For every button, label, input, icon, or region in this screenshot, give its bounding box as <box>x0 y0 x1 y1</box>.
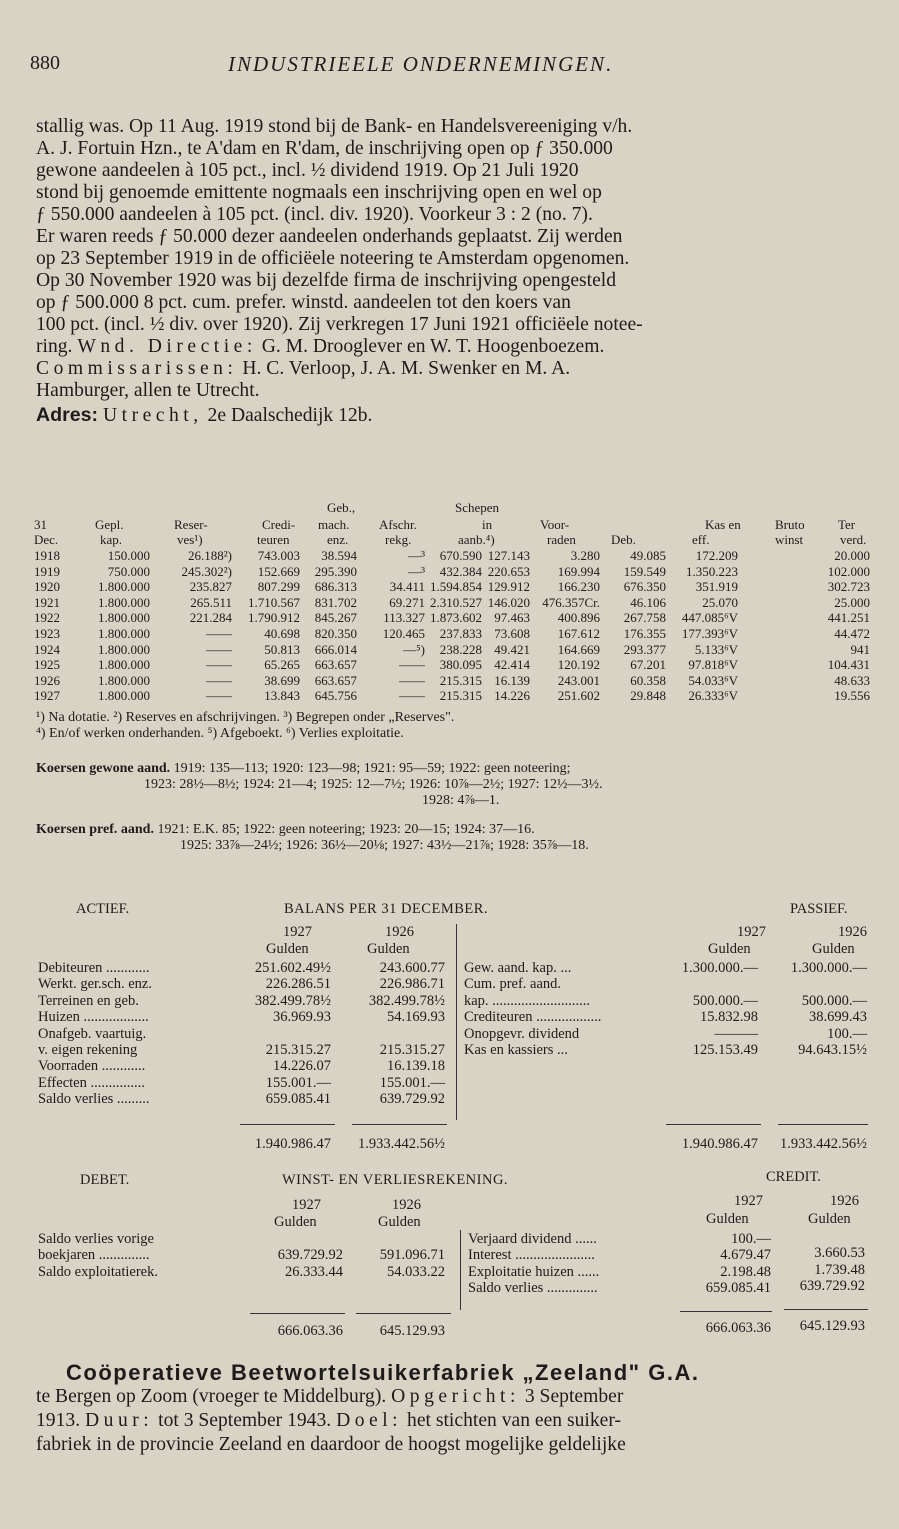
stats-header: aanb.⁴) <box>458 532 495 547</box>
balans-left-value: 382.499.78½ <box>368 992 445 1009</box>
stats-cell: 1921 <box>34 594 60 610</box>
balans-left-label: Huizen .................. <box>38 1009 149 1026</box>
stats-cell: 146.020 <box>487 594 530 610</box>
stats-header: kap. <box>100 532 123 547</box>
stats-cell: 38.699 <box>264 672 300 688</box>
koersen-pref-line2: 1925: 33⅞—24½; 1926: 36½—20⅛; 1927: 43½—21⅞; 1928: 35⅞—18. <box>180 838 589 853</box>
stats-header: raden <box>547 532 576 547</box>
stats-cell: 666.014 <box>314 641 357 657</box>
balans-year: 1926 <box>385 924 414 940</box>
stats-cell: 1927 <box>34 688 60 704</box>
winst-right-label: Exploitatie huizen ...... <box>468 1263 600 1280</box>
winst-year: 1926 <box>830 1193 859 1209</box>
balans-right-value: 500.000.— <box>692 992 758 1009</box>
stats-cell: 845.267 <box>314 610 357 626</box>
stats-cell: 67.201 <box>630 657 666 673</box>
stats-cell: 293.377 <box>623 641 666 657</box>
balans-unit: Gulden <box>708 941 751 957</box>
balans-left-label: Terreinen en geb. <box>38 992 139 1009</box>
stats-cell: 1.800.000 <box>98 641 150 657</box>
koersen-pref-label: Koersen pref. aand. <box>36 822 154 837</box>
stats-cell: 663.657 <box>314 657 357 673</box>
balans-right-value: 1.300.000.— <box>790 960 867 976</box>
stats-cell: 941 <box>850 641 870 657</box>
balans-right-value: 125.153.49 <box>692 1042 758 1058</box>
commissarissen-label: Commissarissen: <box>36 358 238 379</box>
balans-total: 1.933.442.56½ <box>780 1136 867 1152</box>
coop-duur-label: Duur: <box>85 1410 154 1431</box>
stats-note: ⁴) En/of werken onderhanden. ⁵) Afgeboekt. ⁶) Verlies exploitatie. <box>36 726 404 741</box>
stats-cell: 164.669 <box>557 641 600 657</box>
stats-cell: 686.313 <box>314 579 357 595</box>
winst-unit: Gulden <box>274 1214 317 1230</box>
stats-header: eff. <box>692 532 710 547</box>
stats-cell: —³ <box>408 548 425 563</box>
stats-cell: 380.095 <box>439 657 482 673</box>
stats-header: in <box>482 517 493 532</box>
balans-left-label: Voorraden ............ <box>38 1058 146 1075</box>
stats-cell: 26.333⁶V <box>688 688 738 704</box>
coop-line <box>36 1410 621 1432</box>
stats-header: winst <box>775 532 804 547</box>
balans-left-label: Saldo verlies ......... <box>38 1091 150 1108</box>
stats-header: 31 <box>34 517 47 532</box>
balans-left-value: 16.139.18 <box>387 1058 445 1075</box>
stats-cell: 237.833 <box>439 626 482 641</box>
stats-cell: 14.226 <box>494 688 530 704</box>
stats-cell: 1.800.000 <box>98 594 150 610</box>
stats-cell: 34.411 <box>389 579 425 595</box>
adres-line <box>36 404 372 427</box>
winst-right-label: Interest ...................... <box>468 1247 595 1264</box>
balans-right-label: Onopgevr. dividend <box>464 1025 580 1042</box>
winst-right-value: 4.679.47 <box>720 1247 771 1264</box>
balans-left-label: v. eigen rekening <box>38 1042 138 1058</box>
balans-left-value: 155.001.— <box>379 1074 445 1091</box>
stats-header: Voor- <box>540 517 570 532</box>
stats-cell: 221.284 <box>189 610 232 626</box>
stats-cell: 97.818⁶V <box>688 657 738 673</box>
stats-cell: 1.710.567 <box>248 594 300 610</box>
stats-cell: 750.000 <box>107 563 150 579</box>
winst-left-label: boekjaren .............. <box>38 1247 150 1264</box>
stats-cell: 663.657 <box>314 672 357 688</box>
winst-left-label: Saldo exploitatierek. <box>38 1263 158 1280</box>
total-rule <box>240 1124 335 1125</box>
stats-cell: 40.698 <box>264 626 300 641</box>
stats-cell: —— <box>399 672 425 688</box>
stats-cell: 807.299 <box>257 579 300 595</box>
stats-header: Geb., <box>327 500 356 515</box>
stats-cell: 49.421 <box>494 641 530 657</box>
balans-left-label: Effecten ............... <box>38 1074 145 1091</box>
stats-header: mach. <box>318 517 350 532</box>
winst-unit: Gulden <box>808 1211 851 1227</box>
stats-cell: 676.350 <box>623 579 666 595</box>
stats-cell: 25.000 <box>834 594 870 610</box>
winst-year: 1926 <box>392 1197 421 1213</box>
stats-cell: 265.511 <box>190 594 232 610</box>
stats-cell: 152.669 <box>257 563 300 579</box>
coop-opgericht-label: Opgericht: <box>391 1386 520 1407</box>
winst-left-value: 639.729.92 <box>277 1247 343 1264</box>
winst-right-value: 1.739.48 <box>814 1261 865 1278</box>
stats-header: Deb. <box>611 532 636 547</box>
stats-cell: 215.315 <box>439 672 482 688</box>
stats-cell: 166.230 <box>557 579 600 595</box>
stats-cell: 73.608 <box>494 626 530 641</box>
stats-cell: 302.723 <box>827 579 870 595</box>
balans-unit: Gulden <box>812 941 855 957</box>
balans-left-label: Werkt. ger.sch. enz. <box>38 976 152 993</box>
stats-cell: —— <box>206 688 232 704</box>
stats-header: Bruto <box>775 517 805 532</box>
stats-cell: 1.800.000 <box>98 657 150 673</box>
stats-cell: —— <box>399 688 425 704</box>
directie-pre: ring. <box>36 336 73 357</box>
stats-cell: 102.000 <box>827 563 870 579</box>
total-rule <box>784 1309 868 1310</box>
balans-unit: Gulden <box>367 941 410 957</box>
balans-right-value: ——— <box>714 1025 758 1042</box>
balans-left-value: 226.986.71 <box>379 976 445 993</box>
stats-cell: 1.873.602 <box>430 610 482 626</box>
stats-cell: 159.549 <box>623 563 666 579</box>
winst-unit: Gulden <box>706 1211 749 1227</box>
stats-cell: 104.431 <box>827 657 870 673</box>
stats-cell: 1.790.912 <box>248 610 300 626</box>
winst-right-label: Saldo verlies .............. <box>468 1280 598 1297</box>
balans-total: 1.940.986.47 <box>254 1136 331 1152</box>
stats-cell: 97.463 <box>494 610 530 626</box>
stats-cell: 351.919 <box>695 579 738 595</box>
stats-cell: 1.350.223 <box>686 563 738 579</box>
stats-cell: 49.085 <box>630 548 666 563</box>
stats-cell: 13.843 <box>264 688 300 704</box>
koersen-gewone-text: 1919: 135—113; 1920: 123—98; 1921: 95—59; 1922: geen noteering; <box>173 761 571 776</box>
winst-right-value: 659.085.41 <box>705 1280 771 1297</box>
winst-right-value: 100.— <box>731 1231 771 1247</box>
stats-cell: 120.465 <box>382 626 425 641</box>
stats-cell: 1.800.000 <box>98 626 150 641</box>
stats-header: Dec. <box>34 532 59 547</box>
koersen-gewone-label: Koersen gewone aand. <box>36 761 171 776</box>
intro-line: 100 pct. (incl. ½ div. over 1920). Zij verkregen 17 Juni 1921 officiëele notee- <box>36 314 643 335</box>
stats-cell: 220.653 <box>487 563 530 579</box>
winst-year: 1927 <box>734 1193 763 1209</box>
stats-cell: —— <box>399 657 425 673</box>
actief-heading: ACTIEF. <box>76 901 130 917</box>
stats-cell: 831.702 <box>314 594 357 610</box>
balans-left-value: 243.600.77 <box>379 960 445 976</box>
balans-right-value: 100.— <box>827 1025 867 1042</box>
stats-cell: 1920 <box>34 579 60 595</box>
winst-left-value: 54.033.22 <box>387 1263 445 1280</box>
adres-city: Utrecht, <box>102 405 203 426</box>
stats-cell: 44.472 <box>834 626 870 641</box>
stats-cell: 245.302²) <box>181 563 232 579</box>
stats-cell: —— <box>206 672 232 688</box>
balans-left-label: Onafgeb. vaartuig. <box>38 1025 147 1042</box>
balans-left-value: 251.602.49½ <box>254 960 331 976</box>
koersen-gewone-line2: 1923: 28½—8½; 1924: 21—4; 1925: 12—7½; 1926: 10⅞—2½; 1927: 12½—3½. <box>144 777 603 792</box>
stats-cell: 46.106 <box>630 594 666 610</box>
winst-right-value: 2.198.48 <box>720 1263 771 1280</box>
intro-line: op ƒ 500.000 8 pct. cum. prefer. winstd. aandeelen tot den koers van <box>36 292 571 313</box>
stats-cell: 177.393⁶V <box>681 626 738 641</box>
stats-cell: 820.350 <box>314 626 357 641</box>
intro-line: ƒ 550.000 aandeelen à 105 pct. (incl. div. 1920). Voorkeur 3 : 2 (no. 7). <box>36 204 593 225</box>
stats-cell: 1.800.000 <box>98 579 150 595</box>
balans-right-label: Cum. pref. aand. <box>464 976 562 993</box>
stats-cell: 172.209 <box>695 548 738 563</box>
winst-divider <box>460 1230 461 1310</box>
winst-total: 645.129.93 <box>379 1323 445 1339</box>
balans-left-value: 226.286.51 <box>265 976 331 993</box>
stats-cell: 2.310.527 <box>430 594 482 610</box>
balans-left-value: 54.169.93 <box>387 1009 445 1026</box>
stats-cell: 120.192 <box>557 657 600 673</box>
stats-cell: 215.315 <box>439 688 482 704</box>
stats-cell: 127.143 <box>487 548 530 563</box>
stats-cell: 48.633 <box>834 672 870 688</box>
balans-left-value: 659.085.41 <box>265 1091 331 1108</box>
balans-year: 1927 <box>283 924 312 940</box>
stats-cell: 38.594 <box>321 548 357 563</box>
balans-unit: Gulden <box>266 941 309 957</box>
balans-right-value: 1.300.000.— <box>681 960 758 976</box>
stats-cell: 176.355 <box>623 626 666 641</box>
winst-total: 645.129.93 <box>799 1318 865 1334</box>
directie-text: G. M. Drooglever en W. T. Hoogenboezem. <box>261 336 605 357</box>
stats-header: ves¹) <box>177 532 203 547</box>
balans-left-value: 36.969.93 <box>273 1009 331 1026</box>
balans-left-value: 215.315.27 <box>265 1042 331 1058</box>
stats-cell: 447.085⁶V <box>681 610 738 626</box>
stats-cell: 5.133⁶V <box>694 641 738 657</box>
stats-cell: 1.800.000 <box>98 688 150 704</box>
stats-cell: 251.602 <box>557 688 600 704</box>
stats-header: teuren <box>257 532 290 547</box>
stats-cell: 169.994 <box>557 563 600 579</box>
stats-cell: 235.827 <box>189 579 232 595</box>
winst-year: 1927 <box>292 1197 321 1213</box>
stats-cell: 1.800.000 <box>98 610 150 626</box>
stats-header: Credi- <box>262 517 296 532</box>
stats-cell: 238.228 <box>439 641 482 657</box>
stats-header: Kas en <box>705 517 741 532</box>
winst-right-value: 3.660.53 <box>814 1245 865 1262</box>
stats-cell: 267.758 <box>623 610 666 626</box>
stats-cell: 54.033⁶V <box>688 672 738 688</box>
stats-cell: 25.070 <box>702 594 738 610</box>
stats-header: Gepl. <box>95 517 124 532</box>
stats-cell: 19.556 <box>834 688 870 704</box>
stats-cell: 20.000 <box>834 548 870 563</box>
total-rule <box>666 1124 761 1125</box>
total-rule <box>356 1313 451 1314</box>
stats-cell: 432.384 <box>439 563 482 579</box>
balans-year: 1927 <box>737 924 766 940</box>
coop-line-text: 1913. <box>36 1410 81 1431</box>
stats-header: Reser- <box>174 517 208 532</box>
stats-cell: 295.390 <box>314 563 357 579</box>
debet-heading: DEBET. <box>80 1172 130 1188</box>
balans-left-value: 382.499.78½ <box>254 992 331 1009</box>
adres-text: 2e Daalschedijk 12b. <box>207 405 373 426</box>
coop-line-text: 3 September <box>524 1386 624 1407</box>
stats-cell: 16.139 <box>494 672 530 688</box>
intro-line: op 23 September 1919 in de officiëele noteering te Amsterdam opgenomen. <box>36 248 630 269</box>
stats-cell: 42.414 <box>494 657 530 673</box>
coop-title: Coöperatieve Beetwortelsuikerfabriek „Zeeland" G.A. <box>66 1360 700 1385</box>
stats-cell: 29.848 <box>630 688 666 704</box>
stats-cell: 26.188²) <box>188 548 232 563</box>
winst-left-value: 591.096.71 <box>379 1247 445 1264</box>
intro-line: A. J. Fortuin Hzn., te A'dam en R'dam, de inschrijving open op ƒ 350.000 <box>36 138 613 159</box>
balans-divider <box>456 924 457 1120</box>
coop-line-text: te Bergen op Zoom (vroeger te Middelburg). <box>36 1386 387 1407</box>
directie-label: Wnd. Directie: <box>77 336 257 357</box>
stats-cell: 1.594.854 <box>430 579 482 595</box>
balans-right-value: 500.000.— <box>801 992 867 1009</box>
adres-label: Adres: <box>36 404 99 426</box>
stats-cell: 167.612 <box>557 626 600 641</box>
stats-cell: 150.000 <box>107 548 150 563</box>
stats-cell: 441.251 <box>827 610 870 626</box>
stats-cell: —³ <box>408 563 425 579</box>
intro-line: stallig was. Op 11 Aug. 1919 stond bij de Bank- en Handelsvereeniging v/h. <box>36 116 633 137</box>
balans-right-label: Kas en kassiers ... <box>464 1042 568 1058</box>
stats-header: Afschr. <box>379 517 417 532</box>
winst-right-label: Verjaard dividend ...... <box>468 1231 597 1247</box>
balans-left-value: 155.001.— <box>265 1074 331 1091</box>
credit-heading: CREDIT. <box>766 1169 821 1185</box>
commissarissen-line <box>36 358 570 380</box>
passief-heading: PASSIEF. <box>790 901 848 917</box>
intro-line: Er waren reeds ƒ 50.000 dezer aandeelen onderhands geplaatst. Zij werden <box>36 226 623 247</box>
stats-cell: 400.896 <box>557 610 600 626</box>
stats-cell: 113.327 <box>383 610 425 626</box>
stats-cell: —— <box>206 626 232 641</box>
coop-line-text: het stichten van een suiker- <box>407 1410 622 1431</box>
stats-cell: 3.280 <box>570 548 600 563</box>
stats-cell: 60.358 <box>630 672 666 688</box>
balans-right-label: kap. ........................... <box>464 992 591 1009</box>
intro-line: Op 30 November 1920 was bij dezelfde firma de inschrijving opengesteld <box>36 270 617 291</box>
winst-left-label: Saldo verlies vorige <box>38 1231 154 1247</box>
winst-right-value: 639.729.92 <box>799 1278 865 1295</box>
stats-cell: 1.800.000 <box>98 672 150 688</box>
balans-right-value: 15.832.98 <box>700 1009 758 1026</box>
koersen-pref-line <box>36 822 535 838</box>
stats-cell: 1925 <box>34 657 60 673</box>
stats-cell: 645.756 <box>314 688 357 704</box>
winst-left-value: 26.333.44 <box>285 1263 343 1280</box>
balans-left-value: 215.315.27 <box>379 1042 445 1058</box>
balans-right-value: 94.643.15½ <box>798 1042 867 1058</box>
winst-total: 666.063.36 <box>705 1320 771 1336</box>
stats-cell: 1926 <box>34 672 60 688</box>
stats-header: verd. <box>840 532 867 547</box>
coop-line: fabriek in de provincie Zeeland en daardoor de hoogst mogelijke geldelijke <box>36 1434 626 1455</box>
total-rule <box>352 1124 447 1125</box>
balans-right-label: Crediteuren .................. <box>464 1009 602 1026</box>
stats-cell: —— <box>206 657 232 673</box>
balans-left-label: Debiteuren ............ <box>38 960 150 976</box>
commissarissen-line2: Hamburger, allen te Utrecht. <box>36 380 260 401</box>
coop-line-text: tot 3 September 1943. <box>158 1410 332 1431</box>
koersen-gewone-line <box>36 761 571 777</box>
coop-line <box>36 1386 623 1408</box>
balans-total: 1.933.442.56½ <box>358 1136 445 1152</box>
balans-right-value: 38.699.43 <box>809 1009 867 1026</box>
stats-cell: 1918 <box>34 548 60 563</box>
coop-doel-label: Doel: <box>336 1410 403 1431</box>
balans-right-label: Gew. aand. kap. ... <box>464 960 572 976</box>
stats-header: rekg. <box>385 532 412 547</box>
stats-cell: —— <box>206 641 232 657</box>
koersen-gewone-line3: 1928: 4⅞—1. <box>422 793 500 808</box>
page-header-title: INDUSTRIEELE ONDERNEMINGEN. <box>228 52 614 76</box>
stats-cell: 1923 <box>34 626 60 641</box>
commissarissen-text: H. C. Verloop, J. A. M. Swenker en M. A. <box>242 358 571 379</box>
total-rule <box>680 1311 772 1312</box>
stats-note: ¹) Na dotatie. ²) Reserves en afschrijvingen. ³) Begrepen onder „Reserves". <box>36 710 455 725</box>
stats-cell: 129.912 <box>487 579 530 595</box>
page-number: 880 <box>30 52 60 74</box>
stats-header: Ter <box>838 517 856 532</box>
winst-unit: Gulden <box>378 1214 421 1230</box>
balans-left-value: 639.729.92 <box>379 1091 445 1108</box>
winst-total: 666.063.36 <box>277 1323 343 1339</box>
stats-cell: 69.271 <box>389 594 425 610</box>
intro-line: stond bij genoemde emittente nogmaals een inschrijving open en wel op <box>36 182 602 203</box>
balans-title: BALANS PER 31 DECEMBER. <box>284 901 489 917</box>
stats-cell: 476.357Cr. <box>542 594 600 610</box>
balans-total: 1.940.986.47 <box>681 1136 758 1152</box>
stats-cell: —⁵) <box>403 641 425 657</box>
stats-header: enz. <box>327 532 349 547</box>
total-rule <box>778 1124 868 1125</box>
balans-year: 1926 <box>838 924 867 940</box>
stats-cell: 50.813 <box>264 641 300 657</box>
balans-left-value: 14.226.07 <box>273 1058 331 1075</box>
koersen-pref-text: 1921: E.K. 85; 1922: geen noteering; 1923: 20—15; 1924: 37—16. <box>157 822 535 837</box>
stats-cell: 1922 <box>34 610 60 626</box>
intro-line: gewone aandeelen à 105 pct., incl. ½ dividend 1919. Op 21 Juli 1920 <box>36 160 579 181</box>
total-rule <box>250 1313 345 1314</box>
stats-cell: 1924 <box>34 641 60 657</box>
stats-cell: 743.003 <box>257 548 300 563</box>
winst-title: WINST- EN VERLIESREKENING. <box>282 1172 509 1188</box>
stats-cell: 1919 <box>34 563 60 579</box>
stats-header: Schepen <box>455 500 500 515</box>
stats-cell: 670.590 <box>439 548 482 563</box>
directie-line <box>36 336 604 358</box>
stats-cell: 243.001 <box>557 672 600 688</box>
stats-cell: 65.265 <box>264 657 300 673</box>
